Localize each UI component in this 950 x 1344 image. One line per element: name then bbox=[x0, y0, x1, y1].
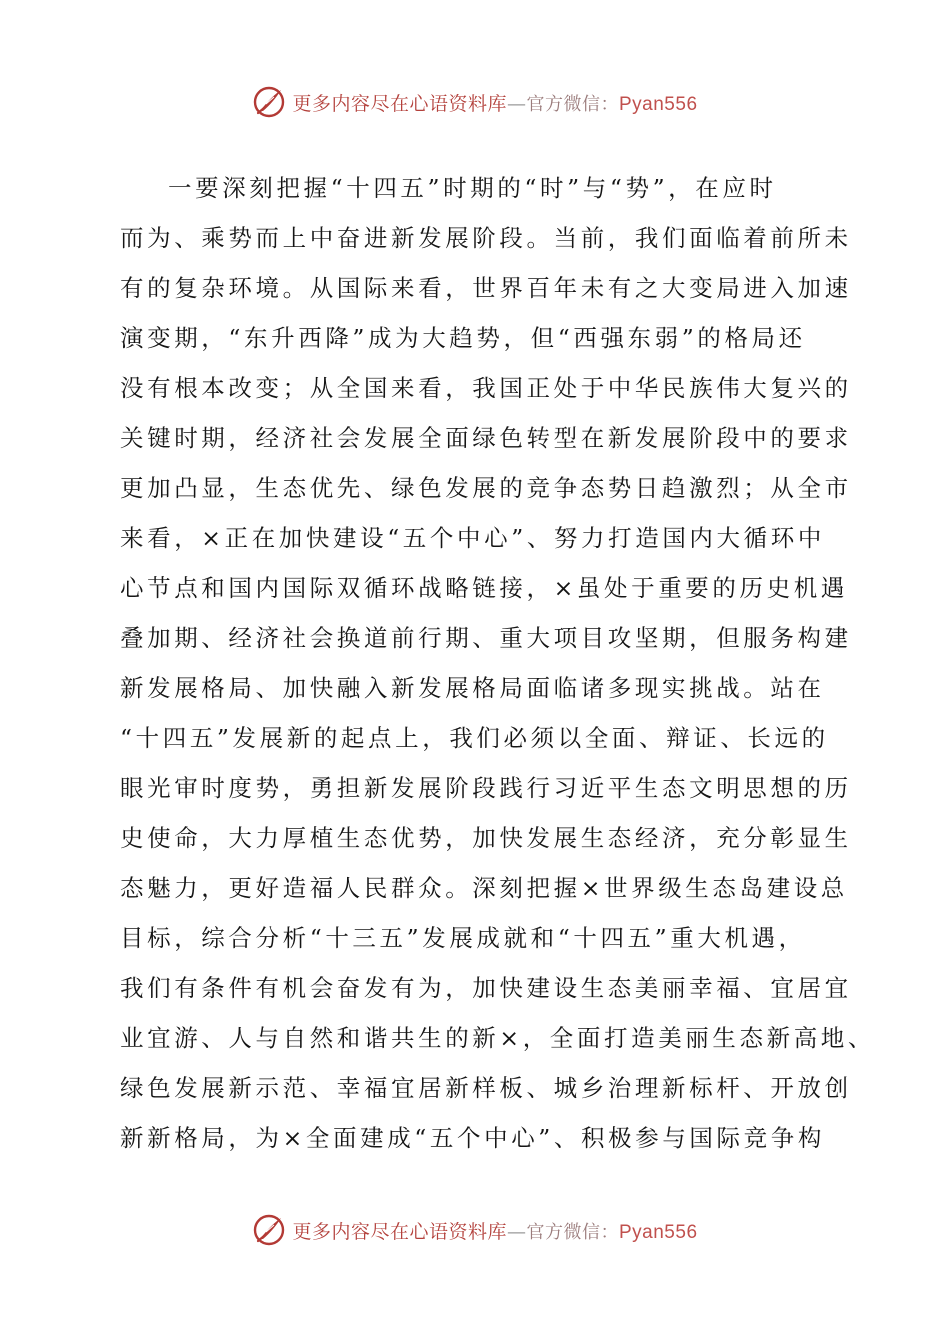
document-body bbox=[120, 163, 875, 1163]
text-line: 态魅力，更好造福人民群众。深刻把握×世界级生态岛建设总 bbox=[120, 874, 848, 902]
text-line: 叠加期、经济社会换道前行期、重大项目攻坚期，但服务构建 bbox=[120, 624, 852, 652]
text-line: 新发展格局、加快融入新发展格局面临诸多现实挑战。站在 bbox=[120, 674, 825, 702]
footer-banner bbox=[0, 1210, 950, 1250]
text-line: 我们有条件有机会奋发有为，加快建设生态美丽幸福、宜居宜 bbox=[120, 974, 852, 1002]
banner-separator: — bbox=[507, 1220, 527, 1243]
text-line: 心节点和国内国际双循环战略链接，×虽处于重要的历史机遇 bbox=[120, 574, 848, 602]
banner-wechat-id: Pyan556 bbox=[619, 93, 698, 115]
text-line: “十四五”发展新的起点上，我们必须以全面、辩证、长远的 bbox=[120, 724, 829, 752]
text-line: 史使命，大力厚植生态优势，加快发展生态经济，充分彰显生 bbox=[120, 824, 852, 852]
quill-pen-logo-icon bbox=[252, 85, 286, 119]
text-line: 有的复杂环境。从国际来看，世界百年未有之大变局进入加速 bbox=[120, 274, 852, 302]
text-line: 眼光审时度势，勇担新发展阶段践行习近平生态文明思想的历 bbox=[120, 774, 852, 802]
text-line: 演变期，“东升西降”成为大趋势，但“西强东弱”的格局还 bbox=[120, 324, 806, 352]
banner-wechat-label: 官方微信： bbox=[526, 93, 619, 115]
text-line: 绿色发展新示范、幸福宜居新样板、城乡治理新标杆、开放创 bbox=[120, 1074, 852, 1102]
text-line: 新新格局，为×全面建成“五个中心”、积极参与国际竞争构 bbox=[120, 1124, 825, 1152]
banner-main-text: 更多内容尽在心语资料库 bbox=[292, 92, 507, 115]
banner-text bbox=[292, 89, 697, 116]
text-line: 业宜游、人与自然和谐共生的新×，全面打造美丽生态新高地、 bbox=[120, 1024, 875, 1052]
quill-pen-logo-icon bbox=[252, 1213, 286, 1247]
banner-separator: — bbox=[507, 92, 527, 115]
text-line: 没有根本改变；从全国来看，我国正处于中华民族伟大复兴的 bbox=[120, 374, 852, 402]
text-line: 一要深刻把握“十四五”时期的“时”与“势”，在应时 bbox=[168, 174, 777, 202]
banner-main-text: 更多内容尽在心语资料库 bbox=[292, 1220, 507, 1243]
text-line: 更加凸显，生态优先、绿色发展的竞争态势日趋激烈；从全市 bbox=[120, 474, 852, 502]
banner-wechat-label: 官方微信： bbox=[526, 1221, 619, 1243]
text-line: 来看，×正在加快建设“五个中心”、努力打造国内大循环中 bbox=[120, 524, 825, 552]
text-line: 关键时期，经济社会发展全面绿色转型在新发展阶段中的要求 bbox=[120, 424, 852, 452]
text-line: 目标，综合分析“十三五”发展成就和“十四五”重大机遇， bbox=[120, 924, 806, 952]
banner-text bbox=[292, 1217, 697, 1244]
text-line: 而为、乘势而上中奋进新发展阶段。当前，我们面临着前所未 bbox=[120, 224, 852, 252]
banner-wechat-id: Pyan556 bbox=[619, 1221, 698, 1243]
header-banner bbox=[0, 82, 950, 122]
